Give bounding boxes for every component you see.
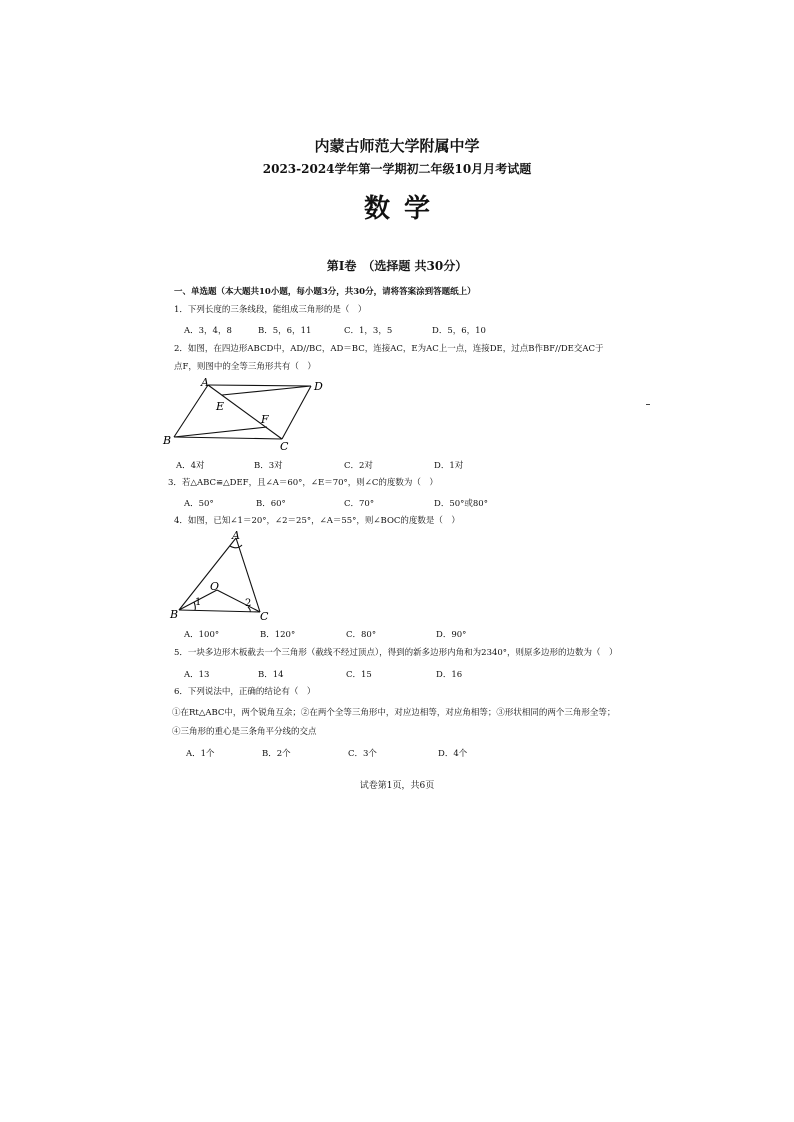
q2-segment-de: [222, 386, 311, 395]
q2-edge-ad: [208, 385, 311, 386]
q4-angle-a-arc: [230, 545, 242, 548]
q2-option-d: D．1对: [434, 461, 464, 471]
question-4-stem: 4．如图，已知∠1＝20°，∠2＝25°，∠A＝55°，则∠BOC的度数是（ ）: [174, 516, 460, 526]
q6-statements-line1: ①在Rt△ABC中，两个锐角互余；②在两个全等三角形中，对应边相等，对应角相等；③形状相同的两个三角形全等；: [172, 708, 616, 718]
exam-title: 2023-2024学年第一学期初二年级10月月考试题: [262, 162, 532, 176]
q2-option-c: C．2对: [344, 461, 373, 471]
q4-label-c: C: [260, 610, 269, 622]
q3-option-d: D．50°或80°: [434, 499, 488, 509]
q2-segment-bf: [174, 427, 267, 437]
question-5-stem: 5．一块多边形木板截去一个三角形（截线不经过顶点），得到的新多边形内角和为2340°，则原多边形的边数为（ ）: [174, 648, 618, 658]
q6-option-b: B．2个: [262, 749, 291, 759]
scan-mark: [646, 404, 650, 405]
q2-figure: [160, 376, 340, 452]
subject-title: 数学: [363, 194, 444, 224]
q2-label-a: A: [201, 376, 209, 389]
q4-label-1: 1: [195, 597, 202, 608]
page-footer: 试卷第1页，共6页: [359, 781, 435, 791]
q4-edge-ab: [179, 538, 236, 610]
question-3-stem: 3．若△ABC≌△DEF，且∠A＝60°，∠E＝70°，则∠C的度数为（ ）: [168, 478, 438, 488]
q2-edge-cb: [174, 437, 282, 439]
q3-option-c: C．70°: [344, 499, 375, 509]
q4-label-o: O: [210, 580, 220, 593]
q4-option-b: B．120°: [260, 630, 296, 640]
section-instruction: 一、单选题（本大题共10小题，每小题3分，共30分，请将答案涂到答题纸上）: [174, 287, 476, 297]
q2-label-d: D: [314, 380, 323, 393]
question-1-stem: 1．下列长度的三条线段，能组成三角形的是（ ）: [174, 305, 367, 315]
q6-statements-line2: ④三角形的重心是三条角平分线的交点: [172, 727, 317, 737]
question-6-stem: 6．下列说法中，正确的结论有（ ）: [174, 687, 316, 697]
q3-option-a: A．50°: [184, 499, 214, 509]
question-2-stem-line1: 2．如图，在四边形ABCD中，AD//BC，AD＝BC，连接AC，E为AC上一点，连接DE，过点B作BF//DE交AC于: [174, 344, 604, 354]
q2-edge-ba: [174, 385, 208, 437]
q2-option-a: A．4对: [176, 461, 205, 471]
q2-label-b: B: [163, 434, 172, 447]
q2-option-b: B．3对: [254, 461, 283, 471]
q4-edge-bc: [179, 610, 260, 612]
q4-label-b: B: [170, 608, 179, 621]
q4-option-a: A．100°: [184, 630, 220, 640]
q2-edge-dc: [282, 386, 311, 439]
q6-option-d: D．4个: [438, 749, 468, 759]
q2-label-f: F: [261, 413, 269, 426]
q2-label-c: C: [280, 440, 289, 452]
q5-option-d: D．16: [436, 670, 463, 680]
q5-option-b: B．14: [258, 670, 284, 680]
q4-figure: [166, 528, 278, 622]
q1-option-c: C．1，3，5: [344, 326, 393, 336]
q2-label-e: E: [216, 400, 225, 413]
school-name: 内蒙古师范大学附属中学: [314, 137, 480, 155]
q1-option-a: A．3，4，8: [184, 326, 232, 336]
q3-option-b: B．60°: [256, 499, 286, 509]
section-title: 第Ⅰ卷 （选择题 共30分）: [326, 259, 468, 273]
q4-option-c: C．80°: [346, 630, 377, 640]
q5-option-c: C．15: [346, 670, 372, 680]
q4-option-d: D．90°: [436, 630, 467, 640]
q1-option-b: B．5，6，11: [258, 326, 312, 336]
q6-option-a: A．1个: [186, 749, 215, 759]
q5-option-a: A．13: [184, 670, 210, 680]
q1-option-d: D．5，6，10: [432, 326, 486, 336]
q4-label-a: A: [232, 529, 240, 542]
q6-option-c: C．3个: [348, 749, 377, 759]
q4-label-2: 2: [245, 598, 252, 609]
question-2-stem-line2: 点F，则图中的全等三角形共有（ ）: [174, 362, 316, 372]
